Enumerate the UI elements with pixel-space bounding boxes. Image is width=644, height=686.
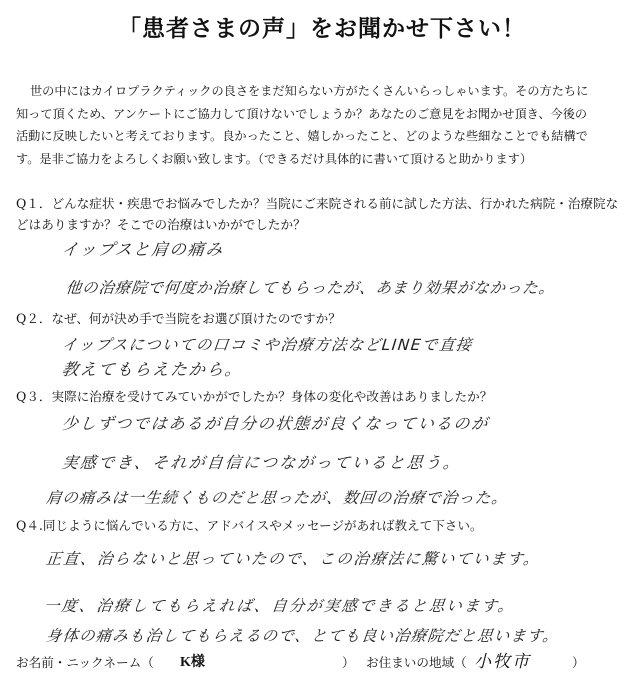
intro-line: 世の中にはカイロプラクティックの良さをまだ知らない方がたくさんいらっしゃいます。その方たちに xyxy=(30,84,589,98)
question-1 xyxy=(16,194,636,235)
name-close: ） xyxy=(342,655,355,670)
page-title: 「患者さまの声」をお聞かせ下さい！ xyxy=(118,15,526,42)
answer-3-line: 実感でき、それが自信につながっていると思う。 xyxy=(60,453,463,472)
answer-1-line: 他の治療院で何度か治療してもらったが、あまり効果がなかった。 xyxy=(64,279,556,297)
area-close: ） xyxy=(572,655,585,670)
question-2 xyxy=(16,309,636,330)
question-3 xyxy=(16,387,636,408)
respondent-info xyxy=(16,650,636,674)
answer-2-line: 教えてもらえたから。 xyxy=(60,360,244,379)
area-value: 小牧市 xyxy=(474,652,531,672)
question-1-line: Q１．どんな症状・疾患でお悩みでしたか？当院にご来院される前に試した方法、行かれた病院・治療院な xyxy=(16,196,619,211)
answer-2-line: イップスについての口コミや治療方法などLINEで直接 xyxy=(60,336,474,354)
answer-3-line: 肩の痛みは一生続くものだと思ったが、数回の治療で治った。 xyxy=(44,489,509,507)
intro-line: 知って頂くため、アンケートにご協力して頂けないでしょうか？あなたのご意見をお聞かせ頂き、今後の xyxy=(16,106,588,121)
name-label: お名前・ニックネーム（ xyxy=(16,655,154,670)
intro-line: 活動に反映したいと考えております。良かったこと、嬉しかったこと、どのような些細なことでも結構で xyxy=(16,129,588,144)
answer-3-line: 少しずつではあるが自分の状態が良くなっているのが xyxy=(60,414,491,433)
answer-4-line: 正直、治らないと思っていたので、この治療法に驚いています。 xyxy=(44,550,542,568)
answer-4-line: 身体の痛みも治してもらえるので、とても良い治療院だと思います。 xyxy=(44,627,560,645)
answer-4-line: 一度、治療してもらえれば、自分が実感できると思います。 xyxy=(42,597,517,615)
area-label: お住まいの地域（ xyxy=(366,655,467,670)
question-1-line: どはありますか？そこでの治療はいかがでしたか？ xyxy=(16,216,306,232)
question-4 xyxy=(16,516,636,537)
question-4-line: Q４.同じように悩んでいる方に、アドバイスやメッセージがあれば教えて下さい。 xyxy=(16,518,483,533)
intro-text xyxy=(16,80,631,170)
answer-1-line: イップスと肩の痛み xyxy=(60,240,225,259)
question-2-line: Q２．なぜ、何が決め手で当院をお選び頂けたのですか？ xyxy=(16,311,341,326)
intro-line: す。是非ご協力をよろしくお願い致します。（できるだけ具体的に書いて頂けると助かります） xyxy=(16,151,533,166)
name-value: K様 xyxy=(180,655,205,670)
question-3-line: Q３．実際に治療を受けてみていかがでしたか？身体の変化や改善はありましたか？ xyxy=(16,389,493,404)
